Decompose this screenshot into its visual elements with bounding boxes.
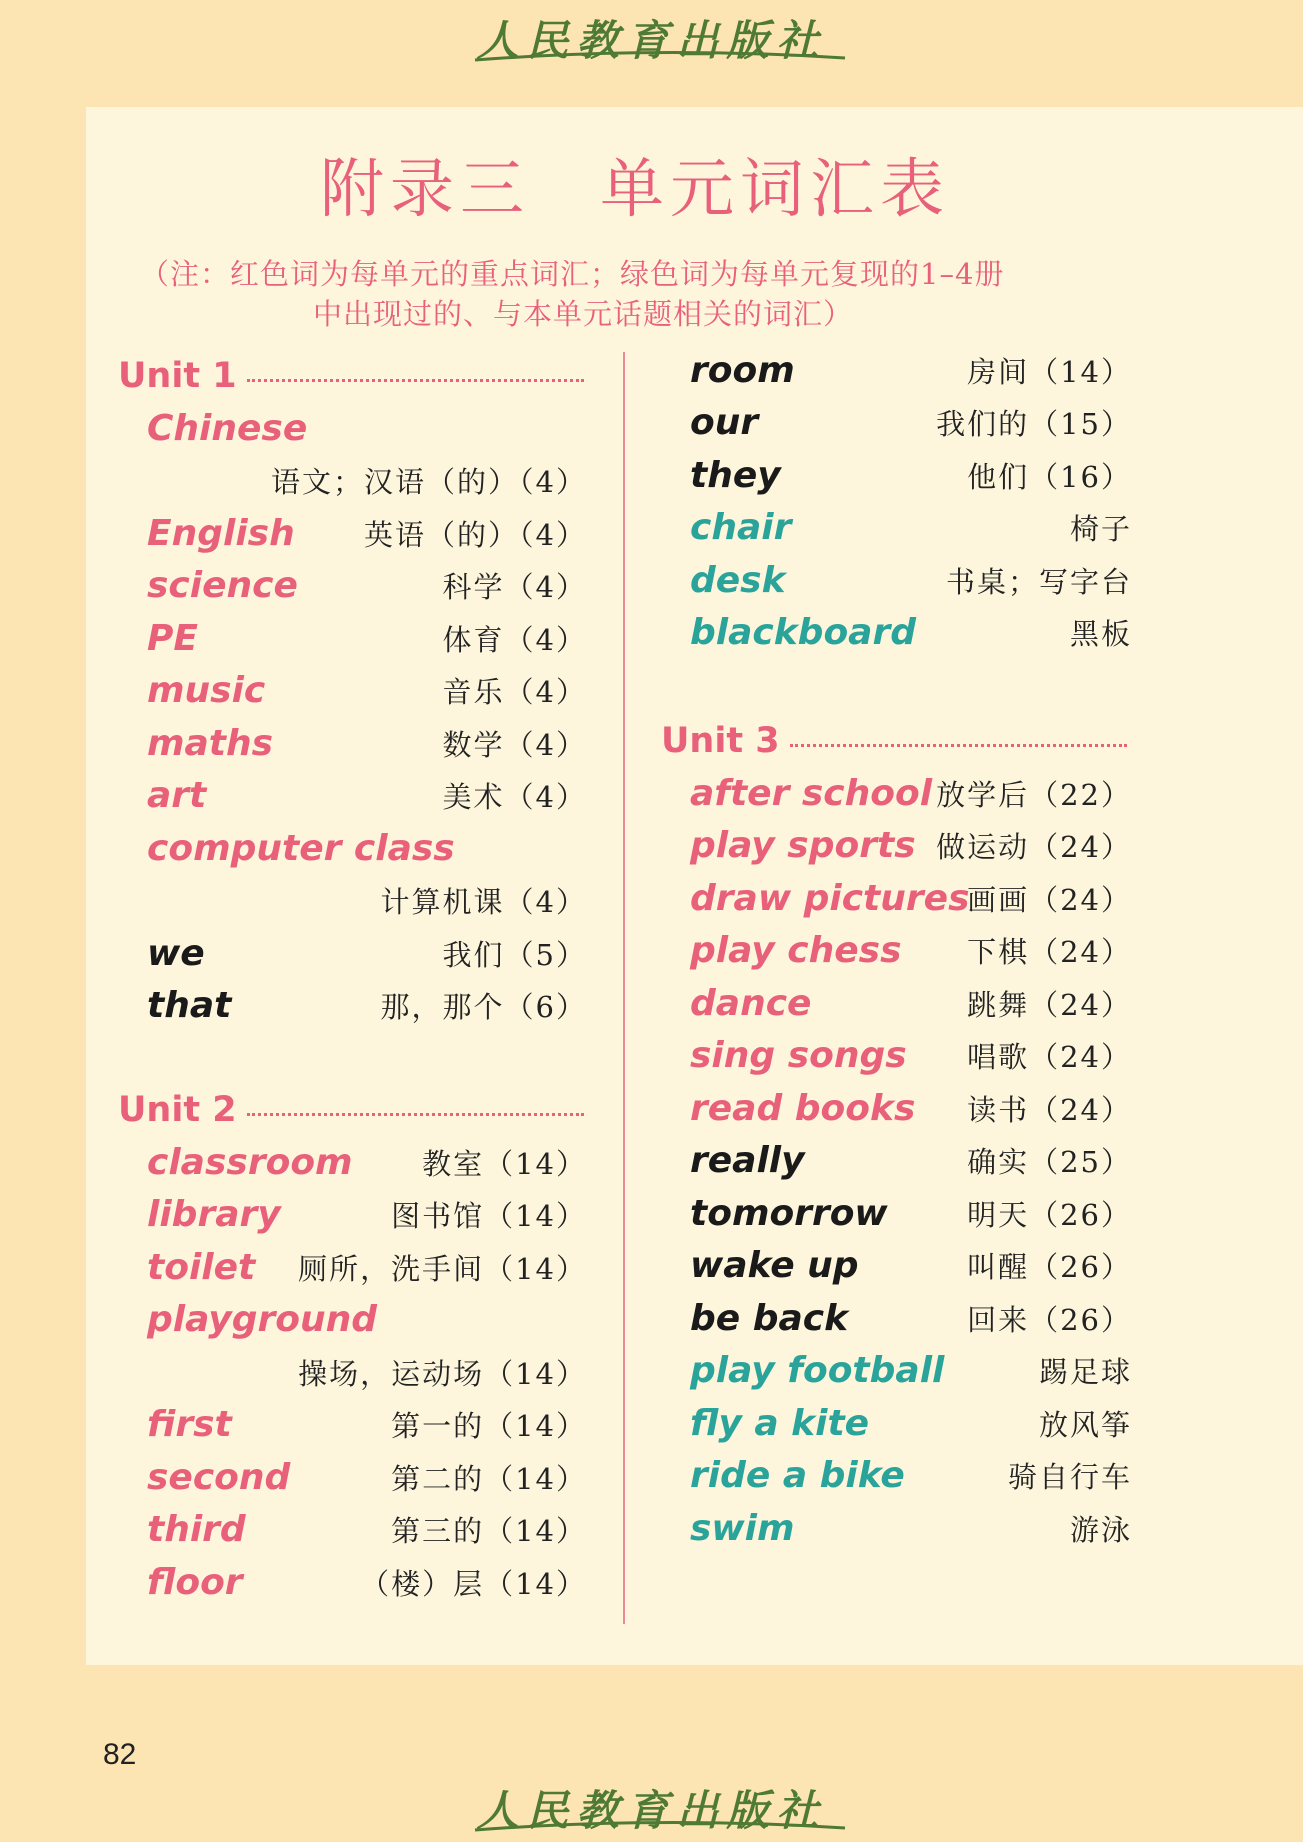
vocab-entry xyxy=(690,608,1132,658)
vocab-entry xyxy=(690,1031,1132,1081)
vocab-word: dance xyxy=(690,982,812,1024)
vocab-word: library xyxy=(147,1194,281,1235)
vocab-word: science xyxy=(147,565,298,606)
vocab-word: sing songs xyxy=(690,1035,907,1076)
vocab-meaning: 英语（的）（4） xyxy=(364,517,587,552)
vocab-entry xyxy=(690,450,1132,500)
vocab-entry xyxy=(690,1451,1132,1501)
vocab-entry xyxy=(147,1400,587,1450)
vocab-meaning: 确实（25） xyxy=(967,1145,1132,1179)
vocab-entry xyxy=(147,1137,587,1187)
vocab-meaning: 科学（4） xyxy=(442,570,587,604)
vocab-word: second xyxy=(147,1456,291,1498)
vocab-entry xyxy=(690,398,1132,448)
vocab-meaning: 叫醒（26） xyxy=(967,1250,1132,1284)
vocab-entry xyxy=(147,666,587,716)
vocab-meaning: 计算机课（4） xyxy=(380,885,587,919)
vocab-entry xyxy=(690,873,1132,923)
note-line-1: （注：红色词为每单元的重点词汇；绿色词为每单元复现的1–4册 xyxy=(140,257,1005,291)
vocab-meaning: 第一的（14） xyxy=(391,1409,587,1443)
vocab-meaning: 唱歌（24） xyxy=(967,1040,1132,1074)
vocab-word: third xyxy=(147,1509,246,1550)
publisher-footer: 人民教育出版社 xyxy=(476,1786,827,1835)
unit-heading-label: Unit 2 xyxy=(118,1090,237,1130)
vocab-entry xyxy=(147,928,587,978)
vocab-entry xyxy=(147,1505,587,1555)
vocab-word: music xyxy=(147,670,266,711)
vocab-entry xyxy=(690,768,1132,818)
vocab-meaning: 第二的（14） xyxy=(391,1461,587,1496)
vocab-meaning: 教室（14） xyxy=(422,1146,587,1181)
vocab-word: tomorrow xyxy=(690,1192,888,1234)
dotted-leader xyxy=(790,744,1127,747)
dotted-leader xyxy=(247,379,584,382)
vocab-word: really xyxy=(690,1140,805,1181)
vocab-word: wake up xyxy=(690,1245,859,1286)
vocab-word: that xyxy=(147,985,232,1026)
vocab-word: play football xyxy=(690,1350,945,1391)
vocab-word: PE xyxy=(147,617,198,659)
vocab-entry xyxy=(147,1242,587,1292)
vocab-meaning: 读书（24） xyxy=(967,1092,1132,1127)
vocab-entry xyxy=(147,508,587,558)
vocab-word: after school xyxy=(690,772,933,814)
vocab-meaning: 厕所，洗手间（14） xyxy=(298,1251,587,1286)
column-divider xyxy=(623,352,625,1624)
vocab-meaning: 房间（14） xyxy=(967,354,1132,389)
vocab-entry xyxy=(147,876,587,926)
unit-heading-label: Unit 3 xyxy=(661,721,780,761)
vocab-meaning: 美术（4） xyxy=(442,780,587,814)
vocab-entry xyxy=(147,561,587,611)
vocab-word: desk xyxy=(690,559,786,601)
unit-heading xyxy=(661,716,1127,766)
vocab-entry xyxy=(690,503,1132,553)
vocab-word: play sports xyxy=(690,825,916,866)
unit-heading xyxy=(118,1085,584,1135)
vocab-meaning: 放学后（22） xyxy=(936,777,1132,812)
vocab-word: ride a bike xyxy=(690,1455,905,1496)
vocab-meaning: 明天（26） xyxy=(967,1197,1132,1232)
vocab-word: maths xyxy=(147,722,274,764)
vocab-entry xyxy=(147,1295,587,1345)
vocab-word: our xyxy=(690,402,759,443)
vocab-meaning: （楼）层（14） xyxy=(360,1566,587,1601)
vocab-entry xyxy=(147,613,587,663)
vocab-meaning: 下棋（24） xyxy=(967,935,1132,969)
vocab-word: English xyxy=(147,512,295,554)
vocab-meaning: 那，那个（6） xyxy=(380,990,587,1024)
vocab-word: fly a kite xyxy=(690,1402,870,1444)
dotted-leader xyxy=(247,1113,584,1116)
publisher-swoosh xyxy=(470,50,850,64)
unit-heading xyxy=(118,351,584,401)
vocab-word: chair xyxy=(690,507,792,548)
vocab-meaning: 画画（24） xyxy=(967,882,1132,917)
vocab-word: read books xyxy=(690,1087,916,1129)
vocab-entry xyxy=(690,1083,1132,1133)
vocab-meaning: 我们（5） xyxy=(442,937,587,972)
vocab-entry xyxy=(690,1346,1132,1396)
vocab-meaning: 他们（16） xyxy=(967,459,1132,494)
publisher-header: 人民教育出版社 xyxy=(476,16,827,65)
vocab-word: computer class xyxy=(147,827,455,869)
vocab-meaning: 游泳 xyxy=(1069,1512,1132,1547)
vocab-entry xyxy=(690,926,1132,976)
unit-heading-label: Unit 1 xyxy=(118,356,237,396)
vocab-meaning: 书桌；写字台 xyxy=(945,564,1132,599)
vocab-meaning: 操场，运动场（14） xyxy=(298,1356,587,1391)
vocab-meaning: 椅子 xyxy=(1069,512,1132,546)
vocab-entry xyxy=(147,1347,587,1397)
vocab-word: they xyxy=(690,454,781,496)
vocab-meaning: 音乐（4） xyxy=(442,675,587,709)
page-title: 附录三 单元词汇表 xyxy=(320,153,950,227)
vocab-meaning: 回来（26） xyxy=(967,1302,1132,1337)
vocab-word: classroom xyxy=(147,1141,353,1183)
vocab-word: first xyxy=(147,1404,232,1445)
vocab-entry xyxy=(690,978,1132,1028)
vocab-entry xyxy=(147,981,587,1031)
vocab-word: we xyxy=(147,932,205,974)
vocab-word: Chinese xyxy=(147,407,308,449)
vocab-word: blackboard xyxy=(690,612,917,653)
page-number: 82 xyxy=(103,1738,137,1771)
vocab-meaning: 黑板 xyxy=(1069,617,1132,651)
vocab-entry xyxy=(147,456,587,506)
vocab-entry xyxy=(690,1293,1132,1343)
vocab-word: playground xyxy=(147,1299,378,1340)
vocab-entry xyxy=(690,1241,1132,1291)
vocab-entry xyxy=(690,1188,1132,1238)
vocab-meaning: 骑自行车 xyxy=(1007,1460,1132,1494)
vocab-meaning: 踢足球 xyxy=(1038,1355,1132,1389)
note-line-2: 中出现过的、与本单元话题相关的词汇） xyxy=(313,297,854,331)
vocab-meaning: 第三的（14） xyxy=(391,1514,587,1548)
vocab-meaning: 做运动（24） xyxy=(936,830,1132,864)
vocab-entry xyxy=(147,771,587,821)
vocab-entry xyxy=(690,1503,1132,1553)
vocab-meaning: 数学（4） xyxy=(442,727,587,762)
vocab-entry xyxy=(690,1136,1132,1186)
vocab-word: room xyxy=(690,349,795,391)
vocab-word: draw pictures xyxy=(690,877,970,919)
vocab-entry xyxy=(690,821,1132,871)
vocab-entry xyxy=(147,1557,587,1607)
vocab-entry xyxy=(690,1398,1132,1448)
vocab-word: be back xyxy=(690,1297,849,1339)
vocab-entry xyxy=(147,823,587,873)
vocab-word: play chess xyxy=(690,930,902,971)
vocab-meaning: 语文；汉语（的）（4） xyxy=(271,465,587,499)
vocab-word: swim xyxy=(690,1507,795,1549)
vocab-meaning: 图书馆（14） xyxy=(391,1199,587,1233)
vocab-meaning: 放风筝 xyxy=(1038,1407,1132,1442)
vocab-entry xyxy=(147,403,587,453)
vocab-entry xyxy=(147,718,587,768)
vocab-word: art xyxy=(147,775,207,816)
vocab-meaning: 我们的（15） xyxy=(936,407,1132,441)
vocab-entry xyxy=(690,555,1132,605)
vocab-meaning: 跳舞（24） xyxy=(967,987,1132,1022)
vocab-word: floor xyxy=(147,1561,243,1603)
vocab-entry xyxy=(690,345,1132,395)
vocab-entry xyxy=(147,1452,587,1502)
vocab-entry xyxy=(147,1190,587,1240)
publisher-swoosh xyxy=(470,1820,850,1834)
vocab-meaning: 体育（4） xyxy=(442,622,587,657)
vocab-word: toilet xyxy=(147,1246,256,1288)
